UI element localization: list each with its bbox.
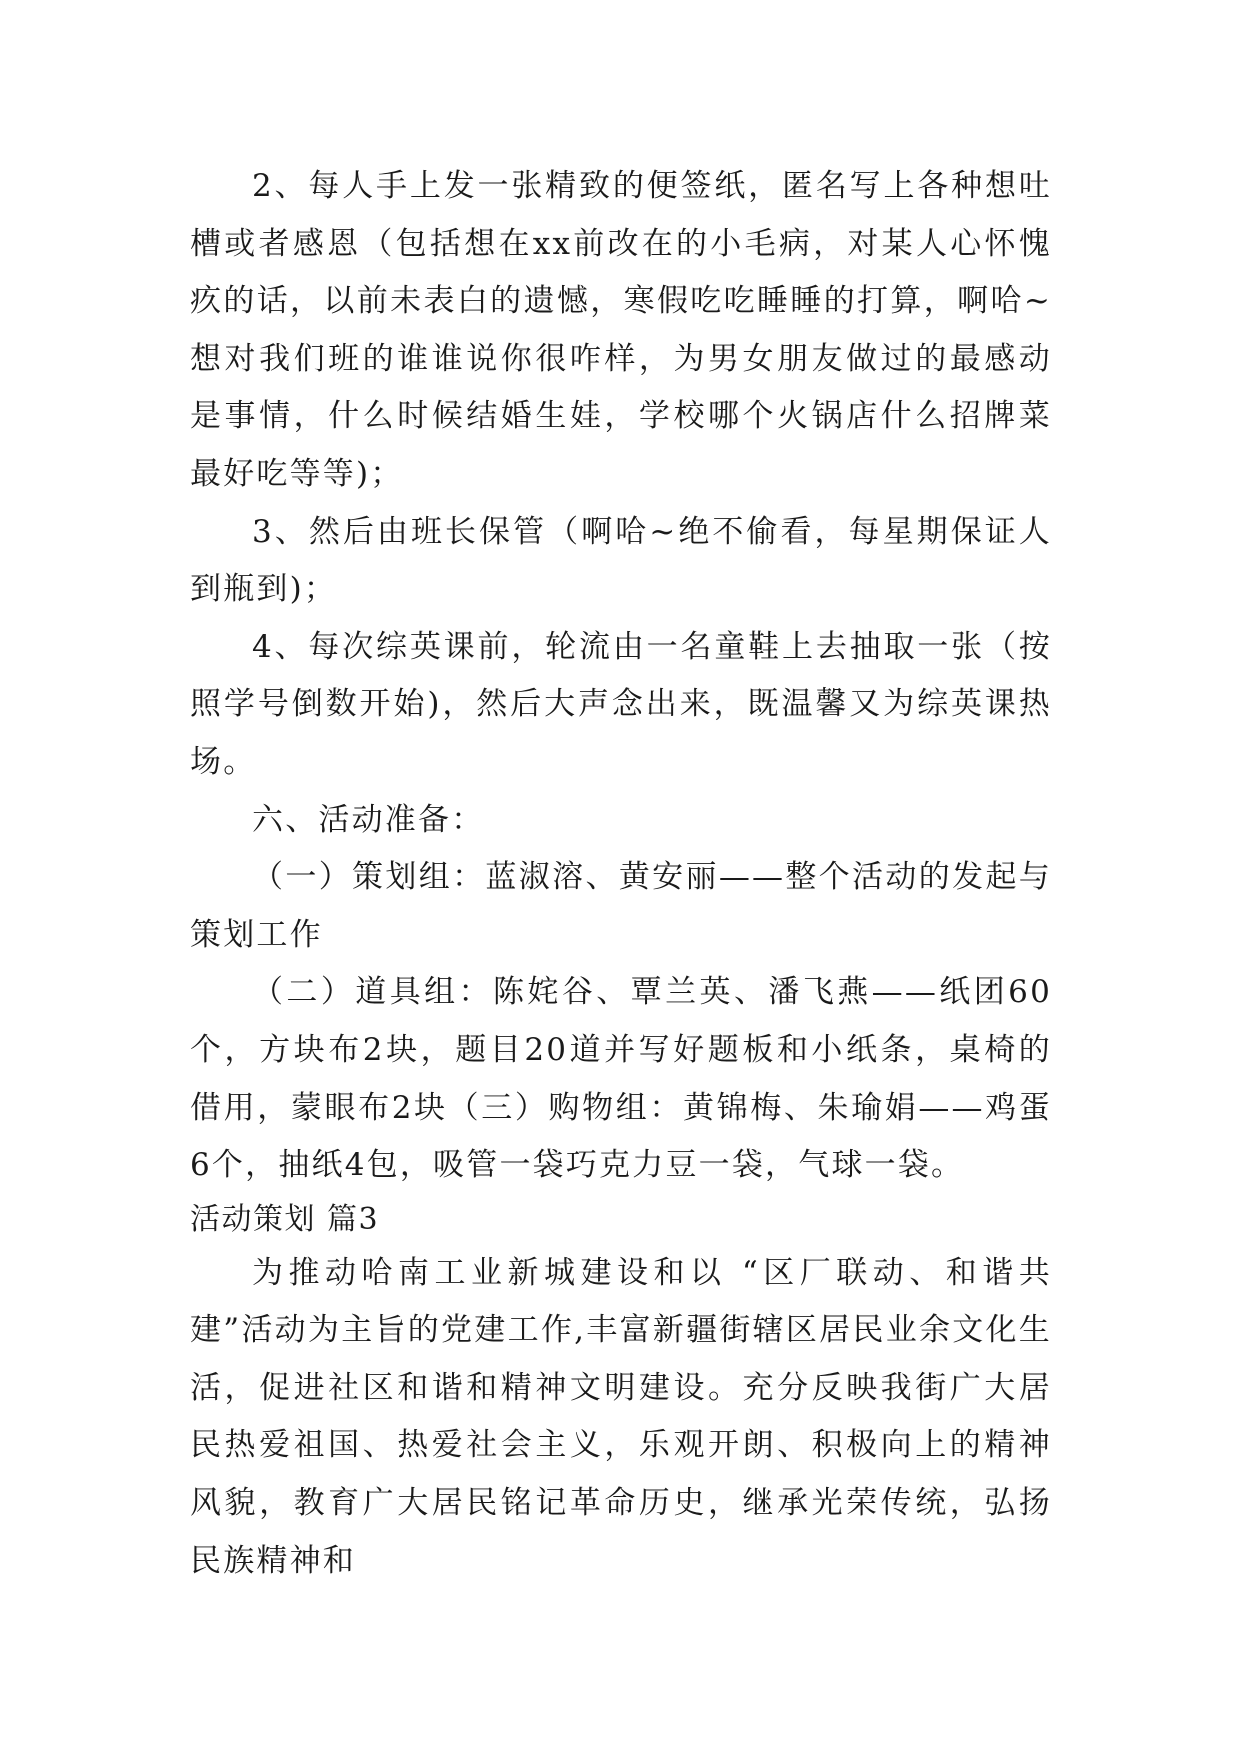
paragraph-preparation-heading: 六、活动准备：: [252, 801, 485, 838]
paragraph-step-3: 3、然后由班长保管（啊哈~绝不偷看，每星期保证人到瓶到)；: [190, 513, 1052, 608]
paragraph-step-4: 4、每次综英课前，轮流由一名童鞋上去抽取一张（按照学号倒数开始)，然后大声念出来，既温馨又为综英课热场。: [190, 628, 1052, 780]
section-title: 活动策划 篇3: [190, 1201, 380, 1237]
paragraph-planning-group: （一）策划组：蓝淑溶、黄安丽——整个活动的发起与策划工作: [190, 859, 1052, 953]
paragraph-props-group: （二）道具组：陈姹谷、覃兰英、潘飞燕——纸团60个，方块布2块，题目20道并写好题板和小纸条，桌椅的借用，蒙眼布2块（三）购物组：黄锦梅、朱瑜娟——鸡蛋6个，抽纸4包，吸管一袋巧克力豆一袋，气球一袋。: [190, 974, 1052, 1184]
paragraph-step-2: 2、每人手上发一张精致的便签纸，匿名写上各种想吐槽或者感恩（包括想在xx前改在的小毛病，对某人心怀愧疚的话，以前未表白的遗憾，寒假吃吃睡睡的打算，啊哈~想对我们班的谁谁说你很咋样，为男女朋友做过的最感动是事情，什么时候结婚生娃，学校哪个火锅店什么招牌菜最好吃等等)；: [190, 168, 1052, 492]
document-body: [190, 158, 1052, 1590]
paragraph-section-intro: 为推动哈南工业新城建设和以 “区厂联动、和谐共建”活动为主旨的党建工作,丰富新疆街辖区居民业余文化生活，促进社区和谐和精神文明建设。充分反映我街广大居民热爱祖国、热爱社会主义，乐观开朗、积极向上的精神风貌，教育广大居民铭记革命历史，继承光荣传统，弘扬民族精神和: [190, 1254, 1052, 1579]
